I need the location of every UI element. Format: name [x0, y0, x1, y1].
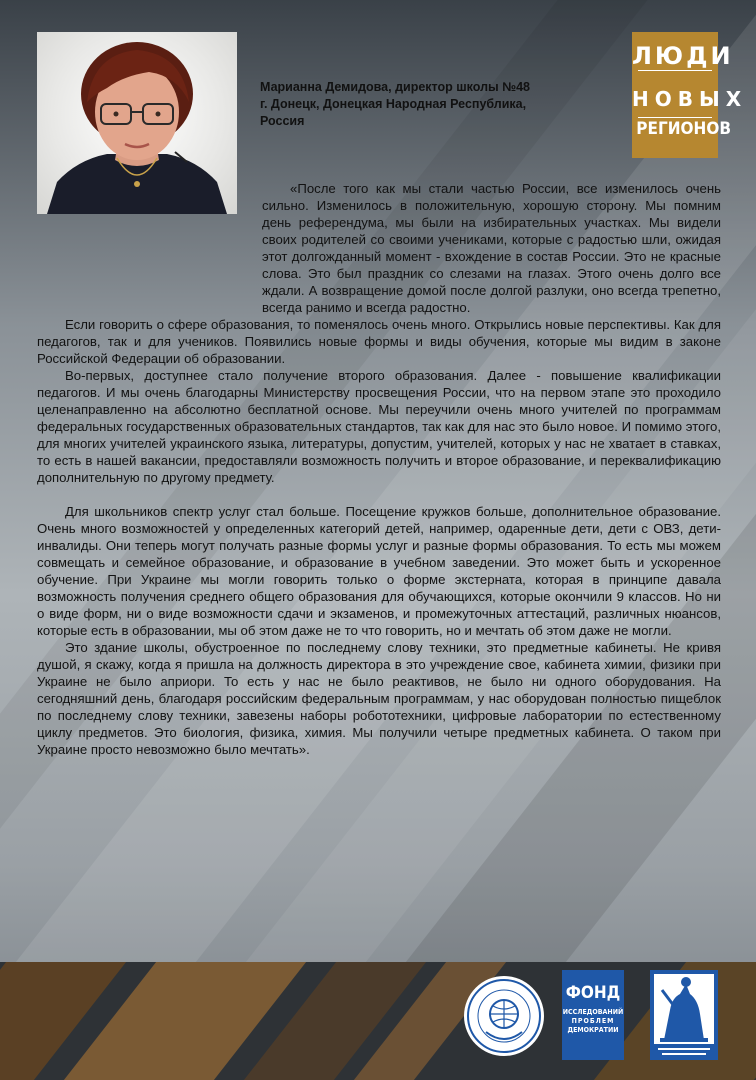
fund-logo-icon: [562, 970, 624, 1060]
logo-line-1: ЛЮДИ: [632, 42, 734, 70]
fund-logo-line-1: ФОНД: [565, 983, 621, 1003]
paragraph-1: «После того как мы стали частью России, все изменилось очень сильно. Изменилось в положительную, хорошую сторону. Мы помним день референдума, мы были на избирательных участках. Мы видели своих родителей со своими учениками, которые с радостью шли, ожидая этот долгожданный момент - вхождение в состав России. Это не красные слова. Это был праздник со слезами на глазах. Этого очень долго все ждали. А возвращение домой после долгой разлуки, оно всегда трепетно, всегда ранимо и всегда радостно.: [262, 181, 721, 315]
article-body: [37, 180, 721, 758]
footer-band: [0, 962, 756, 1080]
paragraph-4: Для школьников спектр услуг стал больше. Посещение кружков больше, дополнительное образование. Очень много возможностей у определенных категорий детей, например, одаренные дети, дети с ОВЗ, дети-инвалиды. Они теперь могут получать разные формы услуг и разные формы образования. То есть мы можем совмещать и семейное образование, и образование в учебном заведении. Это может быть и ускоренное обучение. При Украине мы могли говорить только о форме экстерната, которая в принципе давала возможность получения среднего общего образования для обучающихся, которые окончили 9 классов. Но ни о виде форм, ни о виде возможности сдачи и экзаменов, и промежуточных аттестаций, различных нюансов, которые есть в образовании, мы об этом даже не то что говорить, но и мечтать об этом даже не могли.: [37, 504, 721, 638]
paragraph-5: Это здание школы, обустроенное по последнему слову техники, это предметные кабинеты. Не кривя душой, я скажу, когда я пришла на должность директора в это учреждение свое, кабинета химии, физики при Украине не было априори. То есть у нас не было реактивов, не было ни одного оборудования. На сегодняшний день, благодаря российским федеральным программам, у нас оборудован полностью пищеблок по последнему слову техники, завезены наборы робототехники, цифровые лаборатории по естественному циклу предметов. Это биология, физика, химия. Мы получили четыре предметных кабинета. О таком при Украине просто невозможно было мечтать».: [37, 640, 721, 757]
caption-line-1: Марианна Демидова, директор школы №48: [260, 80, 531, 94]
fund-logo-line-2: ИССЛЕДОВАНИЙ: [562, 1008, 624, 1016]
commonwealth-globe-seal-icon: [462, 974, 546, 1058]
caption-line-2: г. Донецк, Донецкая Народная Республика,: [260, 97, 527, 111]
fund-logo-line-4: ДЕМОКРАТИИ: [567, 1026, 619, 1034]
speaker-caption: [260, 79, 610, 130]
caption-line-3: Россия: [260, 114, 305, 128]
paragraph-2: Если говорить о сфере образования, то поменялось очень много. Открылись новые перспективы. Как для педагогов, так и для учеников. Появились новые формы и виды обучения, которые мы видим в законе Российской Федерации об образовании.: [37, 317, 721, 366]
paragraph-3: Во-первых, доступнее стало получение второго образования. Далее - повышение квалификации педагогов. И мы очень благодарны Министерству просвещения России, что на первом этапе это проходило целенаправленно на абсолютно бесплатной основе. Мы переучили очень много учителей по программам федеральных государственных образовательных стандартов, так как для нас это было новое. И помимо этого, для многих учителей украинского языка, литературы, допустим, учителей, которых у нас не хватает в ставках, то есть в нашей вакансии, предоставляли возможность получить и второе образование, и переквалификацию дополнительную по другому предмету.: [37, 368, 721, 485]
logo-line-2: НОВЫХ: [632, 87, 748, 111]
logo-divider: [638, 70, 712, 71]
monument-emblem-icon: [650, 970, 718, 1060]
fund-logo-line-3: ПРОБЛЕМ: [571, 1017, 615, 1025]
series-logo: [632, 32, 748, 158]
logo-line-3: РЕГИОНОВ: [636, 119, 732, 139]
photo-wrap-space: [37, 180, 262, 312]
